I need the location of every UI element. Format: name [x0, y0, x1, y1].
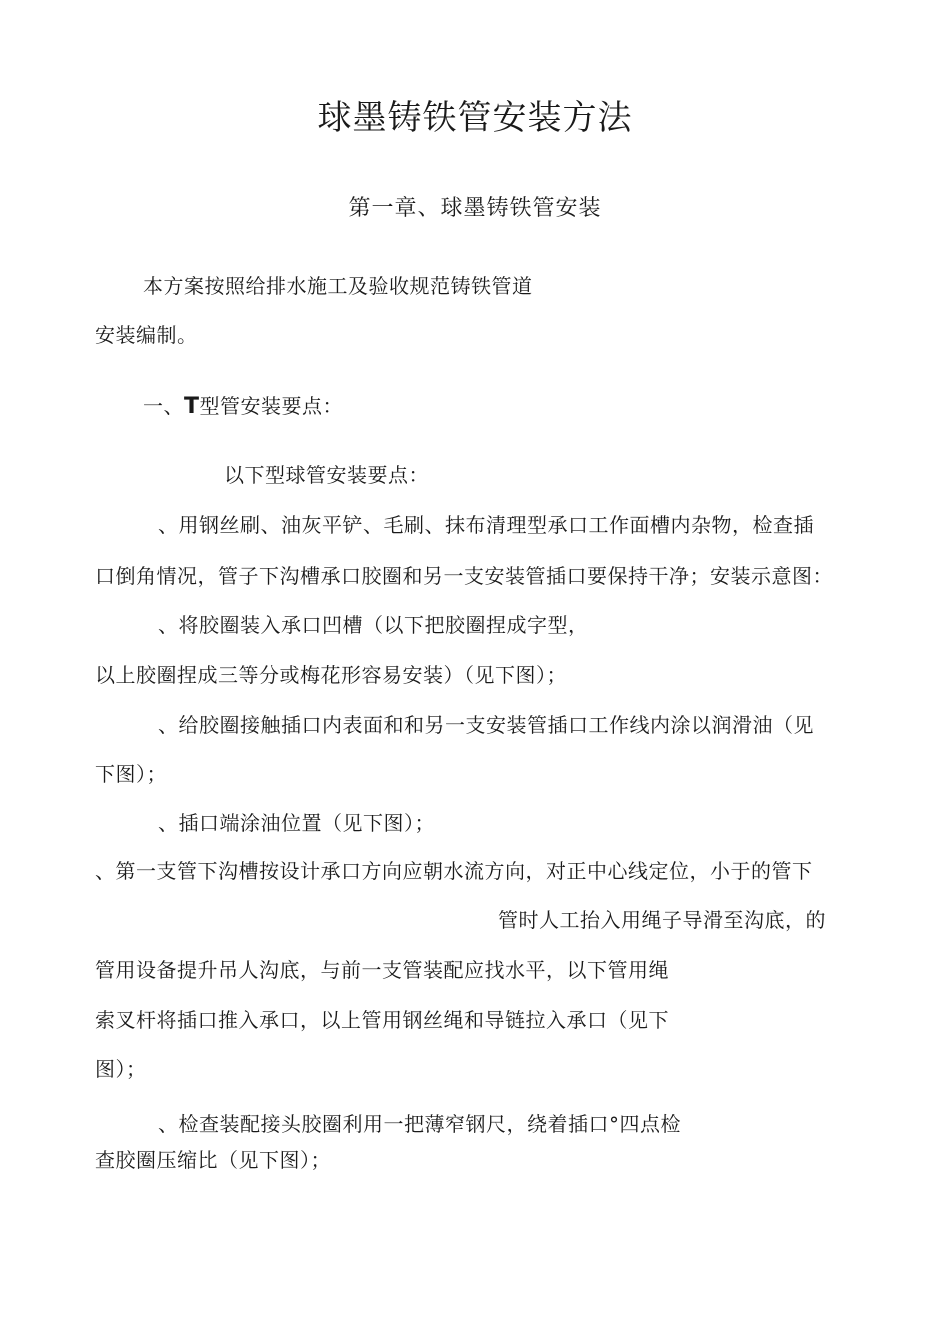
paragraph-5-line-2: 管时人工抬入用绳子导滑至沟底，的 [498, 908, 826, 932]
section-1-letter: T [184, 394, 200, 419]
section-1-prefix: 一、 [143, 394, 184, 418]
document-title: 球墨铸铁管安装方法 [317, 98, 633, 138]
section-1-suffix: 型管安装要点： [199, 394, 344, 418]
paragraph-5-line-1: 、第一支管下沟槽按设计承口方向应朝水流方向，对正中心线定位，小于的管下 [95, 859, 813, 883]
intro-line-1: 本方案按照给排水施工及验收规范铸铁管道 [143, 274, 533, 298]
paragraph-5-line-4: 索叉杆将插口推入承口，以上管用钢丝绳和导链拉入承口（见下 [95, 1008, 669, 1032]
paragraph-6-line-1: 、检查装配接头胶圈利用一把薄窄钢尺，绕着插口°四点检 [158, 1112, 681, 1136]
paragraph-5-line-5: 图）； [95, 1057, 147, 1081]
paragraph-5-line-3: 管用设备提升吊人沟底，与前一支管装配应找水平，以下管用绳 [95, 958, 669, 982]
paragraph-2-line-2: 以上胶圈捏成三等分或梅花形容易安装）（见下图）； [95, 663, 567, 687]
paragraph-3-line-2: 下图）； [95, 762, 167, 786]
paragraph-3-line-1: 、给胶圈接触插口内表面和和另一支安装管插口工作线内涂以润滑油（见 [158, 713, 814, 737]
chapter-heading: 第一章、球墨铸铁管安装 [348, 196, 602, 221]
sub-heading: 以下型球管安装要点： [224, 463, 429, 487]
paragraph-2-line-1: 、将胶圈装入承口凹槽（以下把胶圈捏成字型， [158, 613, 589, 637]
section-1-heading [143, 392, 343, 421]
paragraph-6-line-2: 查胶圈压缩比（见下图）； [95, 1148, 331, 1172]
paragraph-1-line-2: 口倒角情况，管子下沟槽承口胶圈和另一支安装管插口要保持干净；安装示意图： [95, 564, 833, 588]
paragraph-1-line-1: 、用钢丝刷、油灰平铲、毛刷、抹布清理型承口工作面槽内杂物，检查插 [158, 513, 814, 537]
paragraph-4-line-1: 、插口端涂油位置（见下图）； [158, 811, 435, 835]
intro-line-2: 安装编制。 [95, 323, 198, 347]
